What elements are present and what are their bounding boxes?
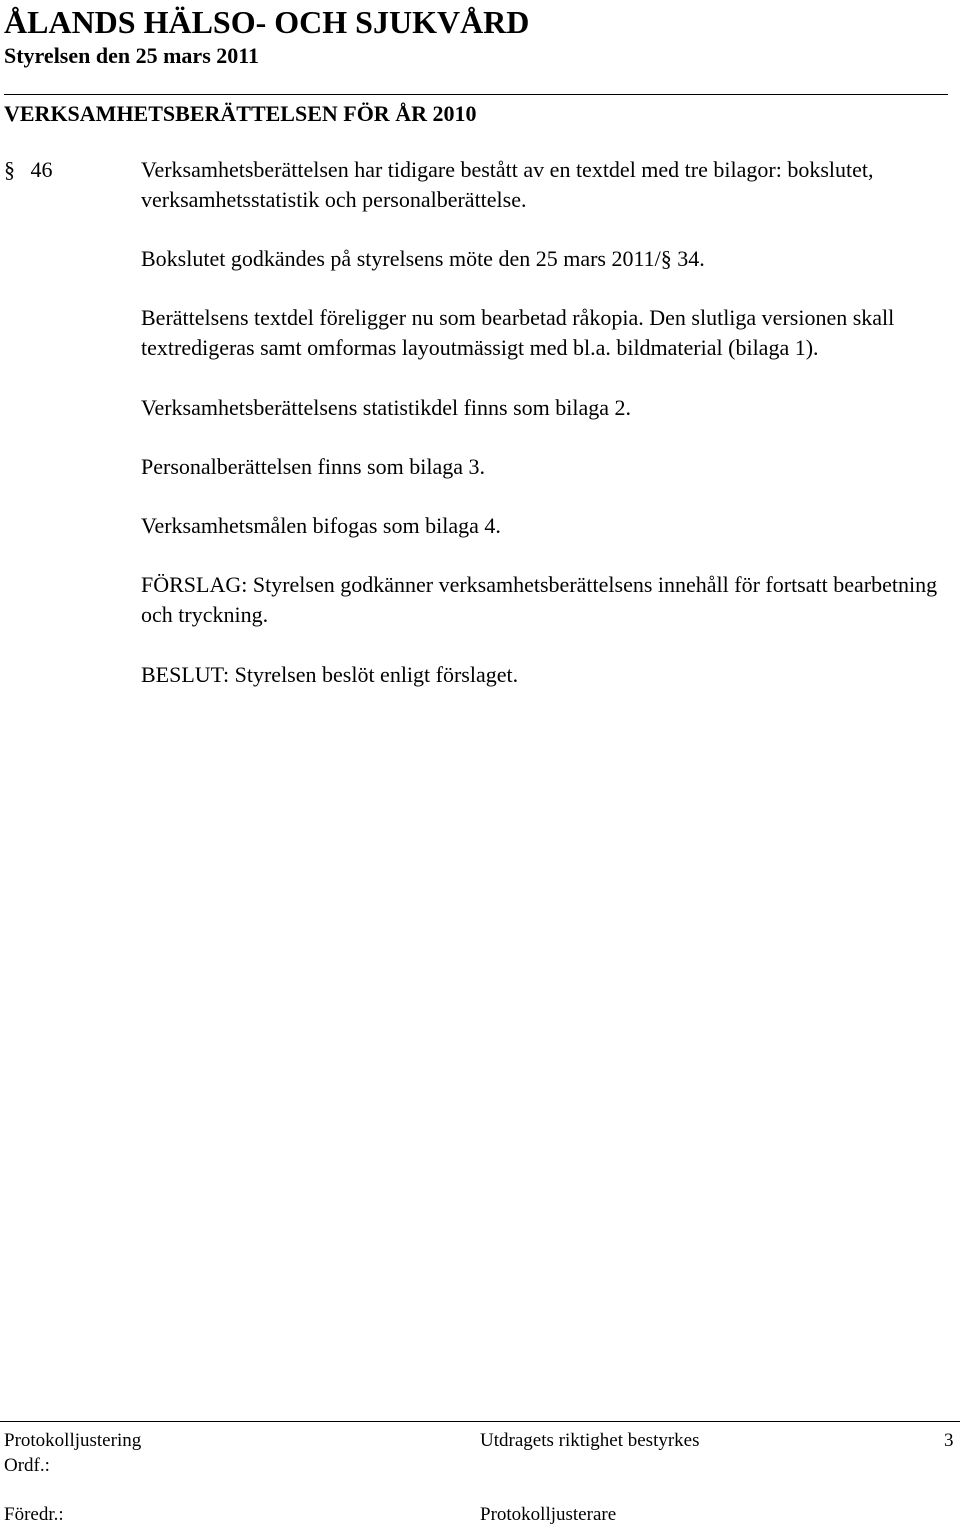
paragraph-5: Personalberättelsen finns som bilaga 3. [141, 454, 485, 479]
page-number: 3 [944, 1430, 954, 1451]
paragraph-4: Verksamhetsberättelsens statistikdel finns som bilaga 2. [141, 395, 632, 420]
footer-certification: Utdragets riktighet bestyrkes [480, 1430, 700, 1451]
header-rule [4, 94, 948, 95]
item-number [4, 155, 53, 185]
paragraph-7: FÖRSLAG: Styrelsen godkänner verksamhetsberättelsens innehåll för fortsatt bearbetning och tryckning. [141, 572, 938, 627]
paragraph-1: Verksamhetsberättelsen har tidigare bestått av en textdel med tre bilagor: bokslutet, verksamhetsstatistik och personalberättelse. [141, 157, 874, 212]
paragraph-6: Verksamhetsmålen bifogas som bilaga 4. [141, 513, 501, 538]
paragraph-3: Berättelsens textdel föreligger nu som bearbetad råkopia. Den slutliga versionen skall textredigeras samt omformas layoutmässigt med bl.a. bildmaterial (bilaga 1). [141, 305, 895, 360]
footer-adjusters: Protokolljusterare [480, 1504, 617, 1525]
section-title: VERKSAMHETSBERÄTTELSEN FÖR ÅR 2010 [4, 101, 477, 126]
meeting-line: Styrelsen den 25 mars 2011 [4, 43, 260, 68]
footer-protocol-adjustment: Protokolljustering [4, 1430, 142, 1451]
paragraph-2: Bokslutet godkändes på styrelsens möte den 25 mars 2011/§ 34. [141, 246, 705, 271]
footer-chair: Ordf.: [4, 1455, 50, 1476]
footer-rule [0, 1421, 960, 1422]
footer-presenter: Föredr.: [4, 1504, 64, 1525]
section-sign: § [4, 157, 15, 182]
item-number-value: 46 [30, 157, 53, 182]
org-title: ÅLANDS HÄLSO- OCH SJUKVÅRD [4, 4, 530, 40]
paragraph-8: BESLUT: Styrelsen beslöt enligt förslaget. [141, 662, 519, 687]
